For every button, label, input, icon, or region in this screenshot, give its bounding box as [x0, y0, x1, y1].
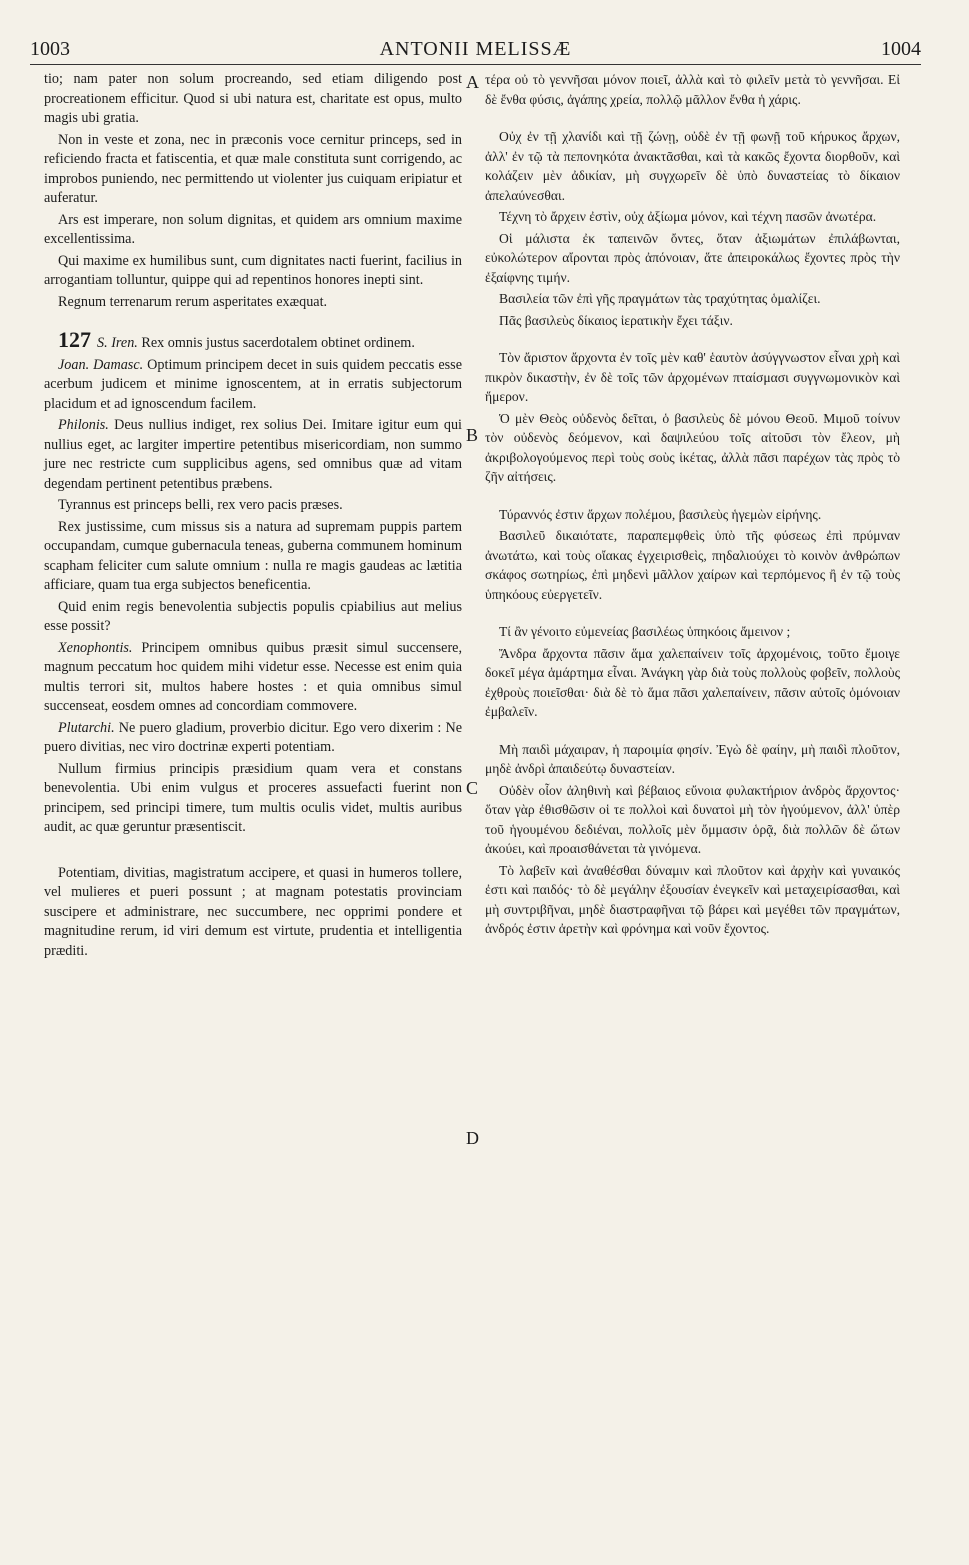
greek-paragraph — [485, 409, 900, 487]
paragraph-text: Deus nullius indiget, rex solius Dei. Imitare igitur eum qui nullius eget, ac largiter impertire petentibus misericordiam, non summo jure nec restricte cum supplicibus agens, sed omnibus quæ ad vitam degendam pertinent petentibus præbens. — [44, 417, 462, 492]
latin-paragraph — [44, 252, 462, 291]
greek-paragraph — [485, 505, 900, 525]
column-number-left: 1003 — [30, 37, 70, 60]
paragraph-text: Ἄνδρα ἄρχοντα πᾶσιν ἅμα χαλεπαίνειν τοῖς ἀρχομένοις, τοῦτο ἔμοιγε δοκεῖ μέγα ἁμάρτημα εἶναι. Ἀνάγκη γὰρ διὰ τοὺς πολλοὺς φοβεῖν, πολλοὺς ἐχθροὺς ποιεῖσθαι· διὰ δὲ τὸ ἅμα πᾶσι χαλεπαίνειν, πᾶσιν αὐτοῖς ὁμόνοιαν ἐμβαλεῖν. — [485, 645, 900, 719]
paragraph-text: Πᾶς βασιλεὺς δίκαιος ἱερατικὴν ἔχει τάξιν. — [499, 312, 733, 328]
paragraph-text: Τί ἂν γένοιτο εὐμενείας βασιλέως ὑπηκόοις ἄμεινον ; — [499, 624, 791, 639]
paragraph-text: Τέχνη τὸ ἄρχειν ἐστὶν, οὐχ ἀξίωμα μόνον, καὶ τέχνη πασῶν ἀνωτέρα. — [499, 209, 877, 224]
latin-paragraph — [44, 719, 462, 758]
greek-column — [485, 70, 900, 941]
paragraph-text: Βασιλεία τῶν ἐπὶ γῆς πραγμάτων τὰς τραχύτητας ὁμαλίζει. — [499, 291, 821, 306]
greek-paragraph — [485, 311, 900, 331]
latin-paragraph — [44, 327, 462, 354]
latin-paragraph — [44, 864, 462, 962]
latin-paragraph — [44, 131, 462, 209]
paragraph-text: Βασιλεῦ δικαιότατε, παραπεμφθεὶς ὑπὸ τῆς φύσεως ἐπὶ πρύμναν ἀνωτάτω, καὶ τοὺς οἴακας ἐγχειρισθεὶς, πηδαλιούχει τὸ κοινὸν ἀνθρώπων σκάφος σωτηρίως, ἐπὶ μηδενὶ μᾶλλον χαίρων καὶ τερπόμενος ἢ ἐν τῷ τοὺς ὑπηκόους εὐεργετεῖν. — [485, 528, 900, 602]
latin-column — [44, 70, 462, 963]
latin-paragraph — [44, 598, 462, 637]
greek-paragraph — [485, 740, 900, 779]
greek-paragraph — [485, 781, 900, 859]
paragraph-text: Οὐδὲν οἷον ἀληθινὴ καὶ βέβαιος εὔνοια φυλακτήριον ἀνδρὸς ἄρχοντος· ὅταν γὰρ ἐθισθῶσιν οἱ τε πολλοὶ καὶ δυνατοὶ μὴ τὸν ἡγούμενον, ἀλλ' ὑπὲρ τοῦ ἡγουμένου δεδιέναι, πολλοῖς μὲν ὄμμασιν ὁρᾷ, διὰ πολλῶν δὲ ὤτων ἀκούει, καὶ προαισθάνεται τὰ γινόμενα. — [485, 782, 900, 856]
paragraph-text: Regnum terrenarum rerum asperitates exæquat. — [58, 293, 328, 310]
paragraph-text: Tyrannus est princeps belli, rex vero pacis præses. — [58, 497, 343, 513]
latin-paragraph — [44, 416, 462, 494]
paragraph-text: Ars est imperare, non solum dignitas, et quidem ars omnium maxime excellentissima. — [44, 211, 462, 247]
greek-paragraph — [485, 229, 900, 288]
paragraph-text: Principem omnibus quibus præsit simul succensere, magnum peccatum hoc quidem mihi videtur esse. Necesse est enim quia multis terrori sit, multos habere hostes : et quia omnibus simul succenseat, eosdem omnes ad concordiam commovere. — [44, 639, 463, 714]
greek-paragraph — [485, 622, 900, 642]
greek-paragraph — [485, 644, 900, 722]
paragraph-text: Nullum firmius principis præsidium quam vera et constans benevolentia. Ubi enim vulgus et proceres assuefacti fuerint non principem, sed principi timere, tum multis oculis videt, multis auribus audit, ac quæ geruntur præsentiscit. — [44, 760, 462, 835]
paragraph-text: Οἱ μάλιστα ἐκ ταπεινῶν ὄντες, ὅταν ἀξιωμάτων ἐπιλάβωνται, εὐκολώτερον αἴρονται πρὸς ἀπόνοιαν, ἅτε ἀπειροκάλως ἔχοντες πρὸς τὴν ἐξαίφνης τιμήν. — [485, 230, 900, 285]
latin-paragraph — [44, 356, 462, 415]
running-title: ANTONII MELISSÆ — [379, 37, 572, 60]
paragraph-text: Rex omnis justus sacerdotalem obtinet ordinem. — [141, 335, 415, 351]
paragraph-text: Τὸ λαβεῖν καὶ ἀναθέσθαι δύναμιν καὶ πλοῦτον καὶ ἀρχὴν καὶ γυναικός ἐστι καὶ παιδός· τὸ δὲ μεγάλην ἐξουσίαν ἐνεγκεῖν καὶ μεταχειρίσασθαι, καὶ μὴ συντριβῆναι, μηδὲ διαστραφῆναι τῷ βάρει καὶ μεγέθει τῶν πραγμάτων, ἀνδρός ἐστιν ἀρετὴν καὶ φρόνημα καὶ νοῦν ἔχοντος. — [485, 862, 900, 936]
greek-paragraph — [485, 207, 900, 227]
section-marker-b: B — [466, 425, 479, 445]
header-rule — [30, 64, 921, 65]
paragraph-text: Rex justissime, cum missus sis a natura ad supremam puppis partem occupandam, cumque gubernacula teneas, guberna communem hominum scapham feliciter cum salute omnium : nulla re magis gaudeas ac lætitia afficiare, quam tua erga subjectos beneficentia. — [44, 518, 462, 593]
source-attribution: Xenophontis. — [58, 639, 133, 656]
latin-paragraph — [44, 639, 462, 717]
paragraph-text: Ὁ μὲν Θεὸς οὐδενὸς δεῖται, ὁ βασιλεὺς δὲ μόνου Θεοῦ. Μιμοῦ τοίνυν τὸν οὐδενὸς δεόμενον, καὶ δαψιλεύου τοῖς αἰτοῦσι τὸν ἔλεον, μὴ ἀκριβολογούμενος περὶ τοὺς σοὺς ἱκέτας, ἀλλὰ πᾶσι παρέχων τὰς πρὸς τὸ ζῆν αἰτήσεις. — [485, 410, 900, 484]
greek-paragraph — [485, 348, 900, 407]
paragraph-text: Ne puero gladium, proverbio dicitur. Ego vero dixerim : Ne puero divitias, nec viro doctrinæ experti potentiam. — [44, 719, 462, 755]
latin-paragraph — [44, 496, 462, 516]
paragraph-text: Quid enim regis benevolentia subjectis populis cpiabilius aut melius esse possit? — [44, 598, 462, 634]
source-attribution: S. Iren. — [97, 335, 138, 351]
latin-paragraph — [44, 760, 462, 838]
section-marker-d: D — [466, 1128, 479, 1148]
paragraph-text: Τύραννός ἐστιν ἄρχων πολέμου, βασιλεὺς ἡγεμὼν εἰρήνης. — [499, 506, 822, 522]
latin-paragraph — [44, 211, 462, 250]
greek-paragraph — [485, 70, 900, 109]
greek-paragraph — [485, 127, 900, 205]
greek-paragraph — [485, 289, 900, 309]
paragraph-text: Οὐχ ἐν τῇ χλανίδι καὶ τῇ ζώνῃ, οὐδὲ ἐν τῇ φωνῇ τοῦ κήρυκος ἄρχων, ἀλλ' ἐν τῷ τὰ πεπονηκότα ἀνακτᾶσθαι, καὶ τὰ κακῶς ἔχοντα διορθοῦν, καὶ κολάζειν μὲν ἀδικίαν, μὴ συγχωρεῖν δὲ ὑπὸ δυναστείας τὸ δίκαιον ἀπελαύνεσθαι. — [485, 129, 900, 203]
paragraph-text: Τὸν ἄριστον ἄρχοντα ἐν τοῖς μὲν καθ' ἑαυτὸν ἀσύγγνωστον εἶναι χρὴ καὶ πικρὸν δικαστὴν, ἐν δὲ τοῖς τῶν ἀρχομένων πταίσμασι συγγνωμονικὸν καὶ ἥμερον. — [485, 350, 900, 404]
page-header — [30, 34, 921, 64]
source-attribution: Joan. Damasc. — [58, 356, 144, 373]
section-marker-c: C — [466, 778, 479, 798]
source-attribution: Plutarchi. — [58, 719, 115, 736]
latin-paragraph — [44, 518, 462, 596]
paragraph-text: tio; nam pater non solum procreando, sed etiam diligendo post procreationem efficitur. Quod si ubi natura est, charitate est opus, multo magis ubi gratia. — [44, 71, 462, 126]
paragraph-text: Potentiam, divitias, magistratum accipere, et quasi in humeros tollere, vel mulieres et pueri possunt ; at magnam potestatis provinciam suscipere et administrare, nec succumbere, nec opprimi pondere et magnitudine rerum, id viri demum est virtute, prudentia et intelligentia præditi. — [44, 864, 462, 959]
latin-paragraph — [44, 70, 462, 129]
paragraph-text: Optimum principem decet in suis quidem peccatis esse acerbum judicem et minime ignoscentem, at in erratis subjectorum placidum et ad ignoscendum facilem. — [44, 356, 462, 412]
paragraph-text: Μὴ παιδὶ μάχαιραν, ἡ παροιμία φησίν. Ἐγὼ δὲ φαίην, μὴ παιδὶ πλοῦτον, μηδὲ ἀνδρὶ ἀπαιδεύτῳ δυναστείαν. — [485, 741, 900, 776]
source-attribution: Philonis. — [58, 417, 109, 433]
section-number: 127 — [58, 327, 91, 352]
paragraph-text: τέρα οὐ τὸ γεννῆσαι μόνον ποιεῖ, ἀλλὰ καὶ τὸ φιλεῖν μετὰ τὸ γεννῆσαι. Εἰ δὲ ἔνθα φύσις, ἀγάπης χρεία, πολλῷ μᾶλλον ἔνθα ἡ χάρις. — [485, 72, 900, 107]
column-number-right: 1004 — [880, 37, 921, 60]
paragraph-text: Non in veste et zona, nec in præconis voce cernitur princeps, sed in reficiendo fracta et fatiscentia, et quæ male constituta sunt corrigendo, ac improbos puniendo, nec permittendo ut violenter jus cuiquam eripiatur et auferatur. — [44, 131, 462, 206]
section-marker-a: A — [466, 72, 479, 92]
latin-paragraph — [44, 293, 462, 313]
paragraph-text: Qui maxime ex humilibus sunt, cum dignitates nacti fuerint, facilius in arrogantiam tolluntur, quippe qui ad repentinos honores inepti sint. — [44, 252, 462, 288]
greek-paragraph — [485, 526, 900, 604]
greek-paragraph — [485, 861, 900, 939]
